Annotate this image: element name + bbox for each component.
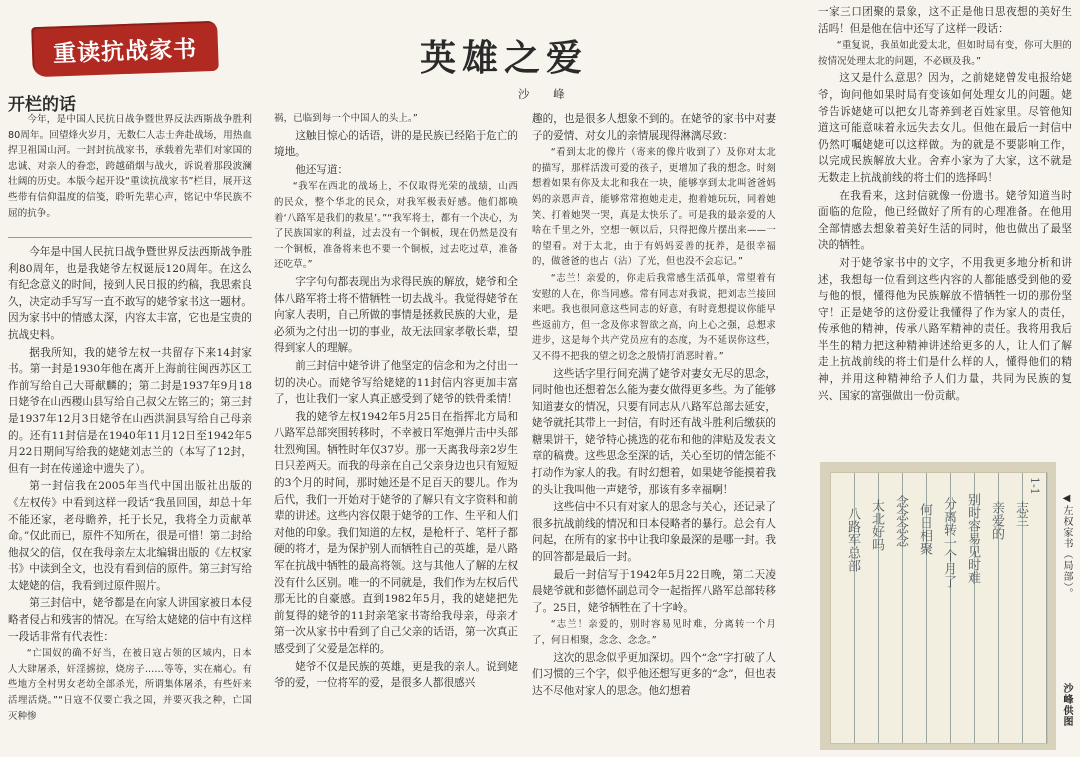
paragraph: 这些信中不只有对家人的思念与关心，还记录了很多抗战前线的情况和日本侵略者的暴行。总会有人问起，在所有的家书中让我印象最深的是哪一封。我的回答都是最后一封。 [532,501,776,564]
article-column-2 [274,111,518,751]
column-intro-text: 今年，是中国人民抗日战争暨世界反法西斯战争胜利80周年。回望烽火岁月，无数仁人志士奔赴战场，用热血捍卫祖国山河。一封封抗战家书，承载着先辈们对家国的忠诚、对亲人的眷恋，跨越硝烟与战火，诉说着那段波澜壮阔的历史。本版今起开设“重读抗战家书”栏目，展开这些带有信仰温度的信笺，聆听先辈心声，铭记中华民族不屈的抗争。 [8,114,252,219]
photo-credit: 沙峰供图 [1061,683,1072,727]
quote-paragraph: “亡国奴的确不好当，在被日寇占领的区域内，日本人大肆屠杀，奸淫掳掠，烧房子……等等，实在痛心。有些地方全村男女老幼全部杀光，所谓集体屠杀，有些奸来活埋活烧。”“日寇不仅要亡我之国，并要灭我之种，亡国灭种惨 [8,648,252,722]
article-column-4 [818,4,1072,448]
paragraph: 最后一封信写于1942年5月22日晚，第二天凌晨姥爷就和彭德怀副总司令一起指挥八路军总部转移了。25日，姥爷牺牲在了十字岭。 [532,568,776,614]
figure-caption: ◀左权家书（局部）。 [1061,493,1072,599]
letter-photo [820,462,1056,750]
article-title: 英雄之爱 [420,37,589,79]
paragraph: 趣的，也是很多人想象不到的。在姥爷的家书中对妻子的爱情、对女儿的亲情展现得淋漓尽致： [532,113,776,142]
paragraph: 字字句句都表现出为求得民族的解放，姥爷和全体八路军将士将不惜牺牲一切去战斗。我觉得姥爷在向家人表明，自己所做的事情是拯救民族的大业，是必须为之付出一切的事业，故无法回家孝敬长辈，望得到家人的理解。 [274,275,518,355]
handwriting-line: 亲爱的 [989,501,1004,540]
article-column-1 [8,244,252,750]
letter-paper [830,472,1048,744]
paragraph: 前三封信中姥爷讲了他坚定的信念和为之付出一切的决心。而姥爷写给姥姥的11封信内容更加丰富了，也让我们一家人真正感受到了姥爷的铁骨柔情！ [274,359,518,406]
series-banner [31,21,219,77]
paragraph: 今年是中国人民抗日战争暨世界反法西斯战争胜利80周年，也是我姥爷左权诞辰120周年。在这么有纪念意义的时间，接到人民日报的约稿，我思索良久，决定动手写写一直不敢写的姥爷家书这一题材。因为家书中的情感太深，内容太丰富，它也是宝贵的抗战史料。 [8,246,252,341]
paragraph: 第三封信中，姥爷都是在向家人讲国家被日本侵略者侵占和残害的情况。在写给太姥姥的信中有这样一段话非常有代表性： [8,597,252,643]
handwriting-line: 志兰 [1013,501,1028,527]
quote-paragraph: 祸，已临到每一个中国人的头上。” [274,113,418,124]
handwriting-line: 别时容易见时难 [965,493,980,584]
paragraph: 一家三口团聚的景象，这不正是他日思夜想的美好生活吗！但是他在信中还写了这样一段话： [818,6,1072,35]
article-column-3 [532,111,776,751]
paragraph: 第一封信我在2005年当代中国出版社出版的《左权传》中看到这样一段话“我虽回国，却总十年不能还家，老母瞻养，托于长兄，我将全力贡献革命。”仅此而已，原件不知所在，很是可惜！第二封给他叔父的信，仅在我母亲左太北编辑出版的《左权家书》中读到全文，也没有看到信的原件。第三封写给太姥姥的信，我看到过原件照片。 [8,480,252,592]
paragraph: 这些话字里行间充满了姥爷对妻女无尽的思念，同时他也还想着怎么能为妻女做得更多些。为了能够知道妻女的情况，只要有同志从八路军总部去延安，姥爷就托其带上一封信，有时还有战斗胜利后缴获的糖果饼干，姥爷特心挑选的花布和他的津贴及发表文章的稿费。这些思念至深的话，关心至切的情怎能不打动作为家人的我。有时幻想着，如果姥爷能摸着我的头让我叫他一声姥爷，那该有多幸福啊！ [532,367,776,496]
column-heading: 开栏的话 [8,95,76,115]
paragraph: 姥爷不仅是民族的英雄，更是我的亲人。说到姥爷的爱，一位将军的爱，是很多人都很感兴 [274,660,518,690]
quote-paragraph: “我军在西北的战场上，不仅取得光荣的战绩，山西的民众，整个华北的民众，对我军极表好感。他们都唤着‘八路军是我们的救星’。”“我军将士，都有一个决心，为了民族国家的利益，过去没有一个铜板，现在仍然是没有一个铜板，准备将来也不要一个铜板，过去吃过草，准备还吃草。” [274,181,518,271]
quote-paragraph: “看到太北的像片（寄来的像片收到了）及你对太北的描写，那样活泼可爱的孩子，更增加了我的想念。时刻想着如果有你及太北和我在一块，能够享到太北叫爸爸妈妈的亲恩声音，能够常常抱她走走，抱着她玩玩，同着她笑、打着她哭一哭，真是太快乐了。可是我的最亲爱的人啥在千里之外，空想一顿以后，只得把像片摆出来——一的望看。对于太北，由于有妈妈妥善的抚养，是很幸福的，做爸爸的也占（沾）了光，但也没不会忘记。” [532,147,776,268]
handwriting-line: 念念念念 [893,495,908,547]
paragraph: 这次的思念似乎更加深切。四个“念”字打破了人们习惯的三个字，似乎他还想写更多的“念”，但也表达不尽他对家人的思念。他幻想着 [532,651,776,697]
handwriting-line: 八路军总部 [845,507,860,572]
series-banner-text: 重读抗战家书 [52,34,198,68]
column-intro [8,112,252,234]
paragraph: 他还写道： [295,163,349,176]
quote-paragraph: “志兰！亲爱的，你走后我常感生活孤单，常望着有安慰的人在，你当同感。常有同志对我说，把刘志兰接回来吧。我也很同意这些同志的好意，有时竟想提议你能早些返前方，但一念及你求智欲之高，向上心之强，总想求进步，这是每个共产党员应有的态度，为不延误你这些，又不得不把我的望之切念之殷情打消恶时着。” [532,272,776,362]
paragraph: 我的姥爷左权1942年5月25日在指挥北方局和八路军总部突围转移时，不幸被日军炮弹片击中头部壮烈殉国。牺牲时年仅37岁。那一天离我母亲2岁生日只差两天。而我的母亲在自己父亲身边也只有短短的3个月的时间，那时她还是不足百天的婴儿。作为后代，我们一开始对于姥爷的了解只有文字资料和前辈的讲述。这些内容仅限于姥爷的工作、生平和人们对他的印象。我们知道的左权，是枪杆子、笔杆子都硬的将才，是为保护别人而牺牲自己的英雄，是八路军在抗战中牺牲的最高将领。这与其他人了解的左权没有什么区别。唯一的不同就是，我们作为左权后代那无比的自豪感。直到1982年5月，我的姥姥把先前复得的姥爷的11封亲笔家书寄给我母亲，母亲才第一次从家书中看到了自己父亲的话语，第一次真正感受到了父爱是怎样的。 [274,410,518,655]
paragraph: 据我所知，我的姥爷左权一共留存下来14封家书。第一封是1930年他在离开上海前往闽西苏区工作前写给自己大哥献麟的；第二封是1937年9月18日姥爷在山西稷山县写给自己叔父左铭三的；第三封是1937年12月3日姥爷在山西洪洞县写给自己母亲的。还有11封信是在1940年11月12日至1942年5月22日期间写给我的姥姥刘志兰的（本写了12封，但有一封在传递途中遗失了）。 [8,346,252,475]
paragraph: 这又是什么意思？因为，之前姥姥曾发电报给姥爷，询问他如果时局有变该如何处理女儿的问题。姥爷告诉姥姥可以把女儿寄养到老百姓家里。尽管他知道这可能意味着永远失去女儿。但他在最后一封信中仍然叮嘱姥姥可以这样做。为的就是不要影响工作，以完成民族解放大业。舍弃小家为了大家，这不就是无数走上抗战前线的将士们的选择吗！ [818,72,1072,184]
paragraph: 这触目惊心的话语，讲的是民族已经陷于危亡的境地。 [274,129,518,159]
handwriting-line: 何日相聚 [917,503,932,555]
article-author: 沙 峰 [518,87,575,101]
intro-divider [8,237,252,238]
quote-paragraph: “重复说，我虽如此爱太北，但如时局有变，你可大胆的按情况处理太北的问题，不必顾及我。” [818,40,1072,67]
paragraph: 在我看来，这封信就像一份遗书。姥爷知道当时面临的危险，他已经做好了所有的心理准备。在他用全部情感去想象着美好生活的同时，他也做出了最坚决的牺牲。 [818,189,1072,252]
paragraph: 对于姥爷家书中的文字，不用我更多地分析和讲述，我想每一位看到这些内容的人都能感受到他的爱与他的恨，懂得他为民族解放不惜牺牲一切的那份坚守！正是姥爷的这份爱让我懂得了作为家人的责任，传承他的精神，传承八路军精神的责任。我将用我后半生的精力把这种精神讲述给更多的人，让人们了解走上抗战前线的将士们是什么样的人，懂得他们的精神，并用这种精神给予人们力量，共同为民族的复兴、国家的富强做出一份贡献。 [818,256,1072,402]
quote-paragraph: “志兰！亲爱的，别时容易见时难，分离转一个月了，何日相聚，念念、念念。” [532,619,776,646]
handwriting-line: 太北好吗 [869,499,884,551]
handwriting-line: 分离转一个月了 [941,497,956,588]
letter-page-mark: 1-1 [1028,477,1041,495]
